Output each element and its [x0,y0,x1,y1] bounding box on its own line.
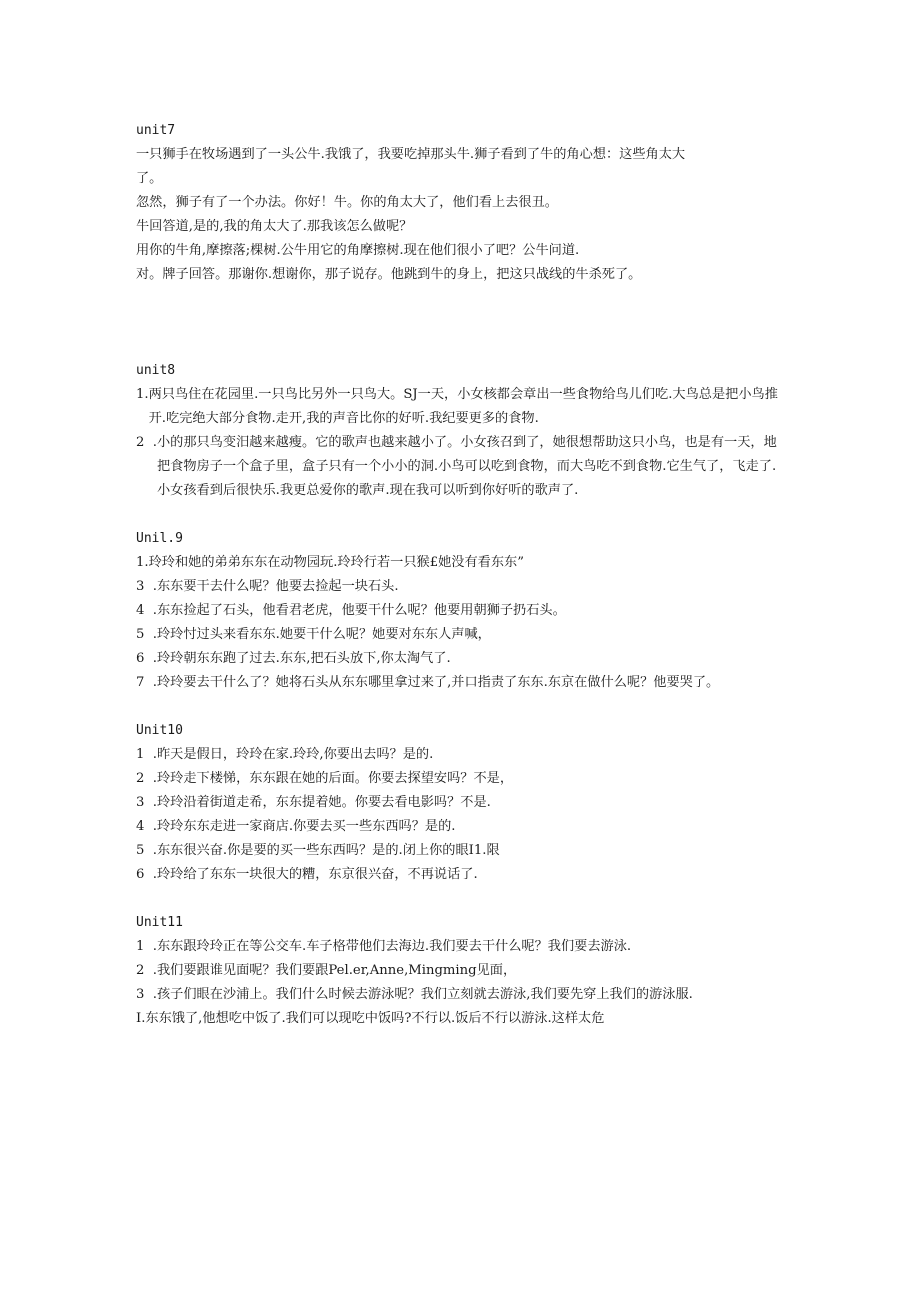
list-item [136,815,786,839]
item-text: 玲玲沿着街道走希，东东提着她。你要去看电影吗？不是. [156,795,491,810]
item-number: 1. [136,387,149,402]
unit7-line-1: 一只狮手在牧场遇到了一头公牛.我饿了，我要吃掉那头牛.狮子看到了牛的角心想：这些角太大 [136,147,686,162]
list-item [136,551,786,575]
list-item [136,743,786,767]
unit9-heading: Unil.9 [136,531,183,546]
section-spacer [136,287,786,359]
unit7-line-4: 牛回答道,是的,我的角太大了.那我该怎么做呢？ [136,219,413,234]
item-number: 5 . [136,627,157,642]
item-text: 东东很兴奋.你是要的买一些东西吗？是的.闭上你的眼I1.限 [156,843,500,858]
item-number: 1 . [136,939,157,954]
item-text: 昨天是假日，玲玲在家.玲玲,你要出去吗？是的. [156,747,434,762]
list-item [136,647,786,671]
unit10-section [136,719,786,887]
unit10-heading: Unit10 [136,723,183,738]
unit7-line-2: 了。 [136,171,163,186]
unit11-heading: Unit11 [136,915,183,930]
item-number: 6 . [136,867,157,882]
item-number: 4 . [136,819,157,834]
list-item [136,623,786,647]
unit11-section [136,911,786,1031]
item-number: 3 . [136,579,157,594]
item-number: 2 . [136,963,157,978]
unit9-section [136,527,786,695]
section-spacer [136,887,786,911]
item-text: 玲玲要去干什么了？她将石头从东东哪里拿过来了,并口指责了东东.东京在做什么呢？他要哭了。 [156,675,720,690]
list-item [136,599,786,623]
item-number: 1. [136,555,149,570]
item-number: 3 . [136,987,157,1002]
unit11-last-line: I.东东饿了,他想吃中饭了.我们可以现吃中饭吗?不行以.饭后不行以游泳.这样太危 [136,1011,605,1026]
item-text: 玲玲给了东东一块很大的糟，东京很兴奋，不再说话了. [156,867,478,882]
item-text: 东东跟玲玲正在等公交车.车子格带他们去海边.我们要去干什么呢？我们要去游泳. [156,939,632,954]
item-text: 东东捡起了石头，他看君老虎，他要干什么呢？他要用朝狮子扔石头。 [156,603,566,618]
list-item [136,863,786,887]
item-number: 4 . [136,603,157,618]
unit7-line-3: 忽然，狮子有了一个办法。你好！牛。你的角太大了，他们看上去很丑。 [136,195,558,210]
item-text: 小的那只鸟变汨越来越瘦。它的歌声也越来越小了。小女孩召到了，她很想帮助这只小鸟，也是有一天，地把食物房子一个盒子里，盒子只有一个小小的洞.小鸟可以吃到食物，而大鸟吃不到食物.它生气了，飞走了.小女孩看到后很快乐.我更总爱你的歌声.现在我可以听到你好听的歌声了. [156,435,777,498]
list-item [136,839,786,863]
item-number: 2 . [136,435,157,450]
item-number: 3 . [136,795,157,810]
item-text: 玲玲和她的弟弟东东在动物园玩.玲玲行若一只猴£她没有看东东” [148,555,524,570]
unit7-line-6: 对。牌子回答。那谢你.想谢你，那子说存。他跳到牛的身上，把这只战线的牛杀死了。 [136,267,642,282]
list-item [136,983,786,1007]
list-item [136,791,786,815]
item-text: 我们要跟谁见面呢？我们要跟Pel.er,Anne,Mingming见面， [156,963,517,978]
section-spacer [136,503,786,527]
unit8-heading: unit8 [136,363,176,378]
unit7-line-5: 用你的牛角,摩擦落;棵树.公牛用它的角摩擦树.现在他们很小了吧？公牛问道. [136,243,580,258]
item-number: 5 . [136,843,157,858]
document-content [136,119,786,1031]
list-item [136,671,786,695]
item-text: 玲玲东东走进一家商店.你要去买一些东西吗？是的. [156,819,456,834]
item-number: 7 . [136,675,157,690]
item-text: 玲玲走下楼悌，东东跟在她的后面。你要去探望安吗？不是， [156,771,514,786]
item-number: 1 . [136,747,157,762]
item-number: 2 . [136,771,157,786]
list-item [136,959,786,983]
item-text: 玲玲忖过头来看东东.她要干什么呢？她要对东东人声喊， [156,627,491,642]
list-item [136,431,786,503]
item-number: 6 . [136,651,157,666]
item-text: 东东要干去什么呢？他要去捡起一块石头. [156,579,399,594]
list-item [136,767,786,791]
list-item [136,935,786,959]
list-item [136,575,786,599]
item-text: 孩子们眼在沙浦上。我们什么时候去游泳呢？我们立刻就去游泳,我们要先穿上我们的游泳服. [156,987,693,1002]
list-item [136,383,786,431]
item-text: 玲玲朝东东跑了过去.东东,把石头放下,你太淘气了. [156,651,451,666]
section-spacer [136,695,786,719]
unit7-section [136,119,786,287]
unit7-heading: unit7 [136,123,176,138]
item-text: 两只鸟住在花园里.一只鸟比另外一只鸟大。SJ一天，小女核都会章出一些食物给鸟儿们吃.大鸟总是把小鸟推开.吃完绝大部分食物.走开,我的声音比你的好听.我纪要更多的食物. [148,387,778,426]
unit8-section [136,359,786,503]
